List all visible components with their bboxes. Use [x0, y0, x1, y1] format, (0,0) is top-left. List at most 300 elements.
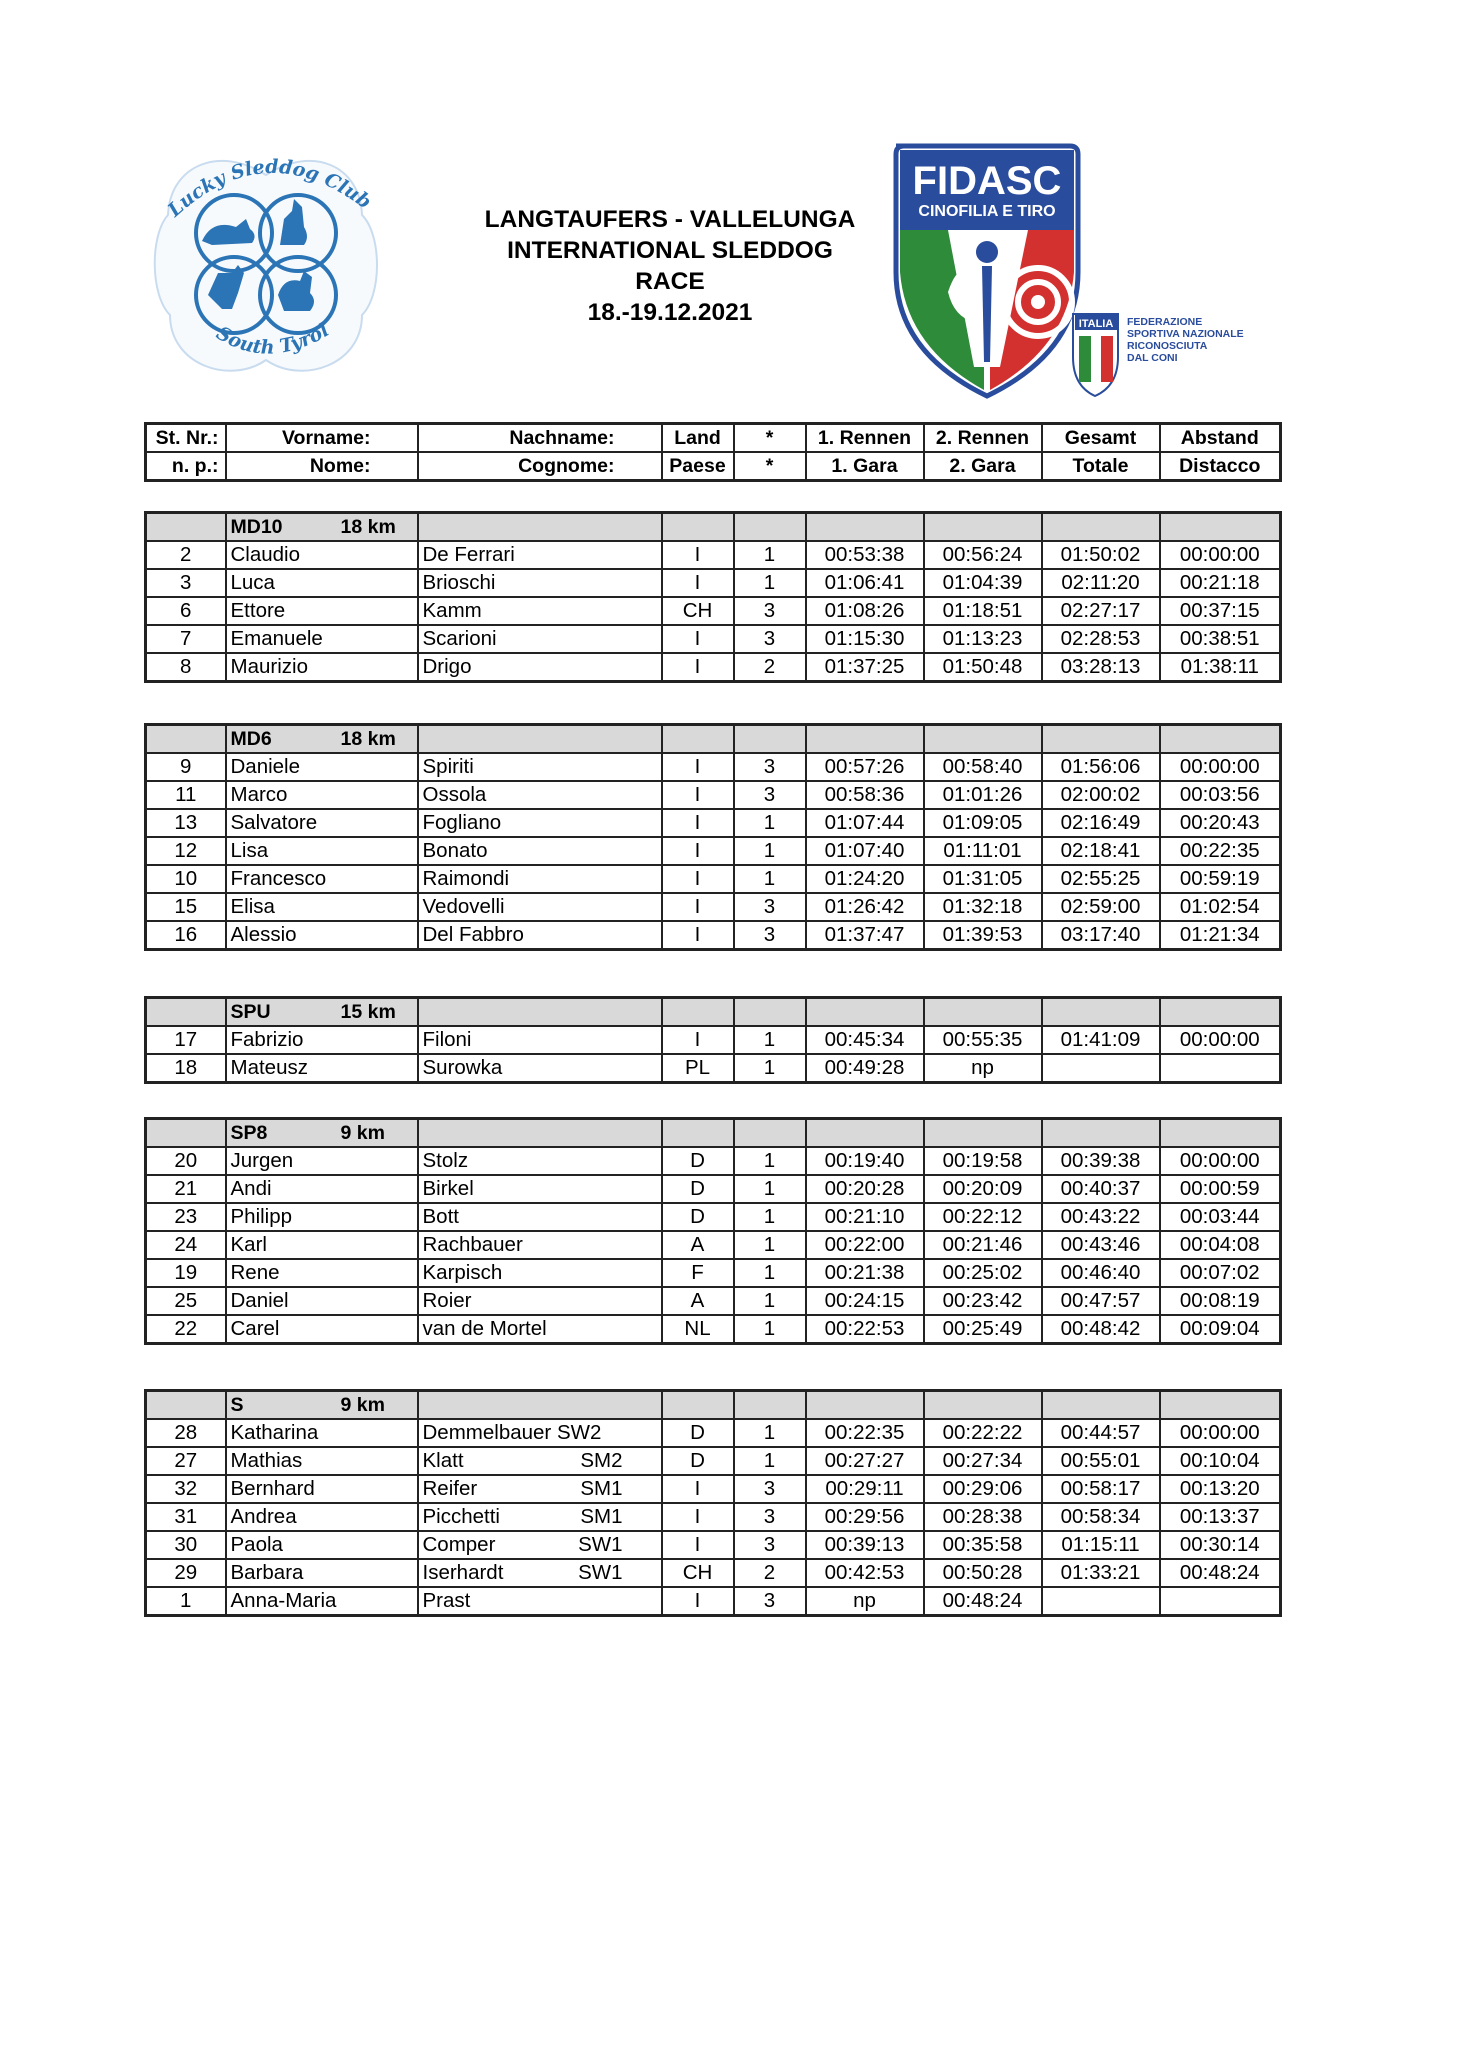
gap-time: 00:13:20	[1160, 1475, 1281, 1503]
last-name-text: Fogliano	[422, 811, 502, 834]
last-name-text: Stolz	[422, 1149, 469, 1172]
category-header-cell	[924, 513, 1042, 542]
gap-time: 00:30:14	[1160, 1531, 1281, 1559]
class: 1	[734, 541, 806, 569]
gap-time: 00:00:59	[1160, 1175, 1281, 1203]
race-2-time: 00:20:09	[924, 1175, 1042, 1203]
class: 1	[734, 1175, 806, 1203]
start-number: 21	[146, 1175, 226, 1203]
country: I	[662, 1503, 734, 1531]
total-time	[1042, 1054, 1160, 1083]
category-header-row	[146, 1119, 1281, 1148]
category-header-cell	[734, 513, 806, 542]
title-line-2: INTERNATIONAL SLEDDOG	[507, 237, 833, 264]
race-2-time: 01:50:48	[924, 653, 1042, 682]
gap-time: 00:00:00	[1160, 1419, 1281, 1447]
col-header-start-number: St. Nr.:	[146, 424, 226, 453]
start-number: 17	[146, 1026, 226, 1054]
country: A	[662, 1287, 734, 1315]
country: I	[662, 1026, 734, 1054]
result-row	[146, 865, 1281, 893]
class: 1	[734, 1147, 806, 1175]
total-time: 00:58:34	[1042, 1503, 1160, 1531]
category-distance: 15 km	[340, 1001, 396, 1023]
race-2-time: 00:27:34	[924, 1447, 1042, 1475]
last-name	[418, 597, 662, 625]
last-name-text: Rachbauer	[422, 1233, 523, 1256]
first-name: Andi	[226, 1175, 418, 1203]
first-name: Mathias	[226, 1447, 418, 1475]
lucky-sleddog-club-logo	[150, 145, 382, 385]
category-table-sp8	[144, 1117, 1282, 1345]
race-2-time: 01:31:05	[924, 865, 1042, 893]
category-distance: 9 km	[340, 1394, 385, 1416]
country: PL	[662, 1054, 734, 1083]
start-number: 27	[146, 1447, 226, 1475]
category-header-cell	[146, 1391, 226, 1420]
col-header-race-2: 2. Rennen	[924, 424, 1042, 453]
last-name	[418, 1203, 662, 1231]
first-name: Karl	[226, 1231, 418, 1259]
country: I	[662, 1531, 734, 1559]
class: 3	[734, 921, 806, 950]
category-header-row	[146, 1391, 1281, 1420]
race-2-time: 00:21:46	[924, 1231, 1042, 1259]
country: D	[662, 1419, 734, 1447]
race-2-time: np	[924, 1054, 1042, 1083]
country: I	[662, 541, 734, 569]
result-row	[146, 1503, 1281, 1531]
class: 1	[734, 1287, 806, 1315]
result-row	[146, 541, 1281, 569]
start-number: 8	[146, 653, 226, 682]
category-header-cell	[1160, 1119, 1281, 1148]
race-1-time: 00:24:15	[806, 1287, 924, 1315]
gap-time: 01:02:54	[1160, 893, 1281, 921]
total-time: 02:28:53	[1042, 625, 1160, 653]
class: 1	[734, 1419, 806, 1447]
last-name-text: De Ferrari	[422, 543, 515, 566]
last-name	[418, 1587, 662, 1616]
country: D	[662, 1447, 734, 1475]
total-time: 03:28:13	[1042, 653, 1160, 682]
total-time: 00:40:37	[1042, 1175, 1160, 1203]
country: I	[662, 753, 734, 781]
start-number: 25	[146, 1287, 226, 1315]
start-number: 9	[146, 753, 226, 781]
gap-time: 00:03:44	[1160, 1203, 1281, 1231]
total-time: 00:43:22	[1042, 1203, 1160, 1231]
col-header-last-name-it: Cognome:	[418, 452, 662, 481]
first-name: Lisa	[226, 837, 418, 865]
last-name-text: Klatt	[422, 1449, 464, 1472]
result-row	[146, 781, 1281, 809]
race-1-time: 00:58:36	[806, 781, 924, 809]
result-row	[146, 921, 1281, 950]
race-2-time: 01:11:01	[924, 837, 1042, 865]
start-number: 15	[146, 893, 226, 921]
total-time: 02:55:25	[1042, 865, 1160, 893]
gap-time: 00:00:00	[1160, 753, 1281, 781]
total-time: 00:43:46	[1042, 1231, 1160, 1259]
result-row	[146, 653, 1281, 682]
race-1-time: 00:53:38	[806, 541, 924, 569]
total-time: 01:50:02	[1042, 541, 1160, 569]
start-number: 16	[146, 921, 226, 950]
last-name	[418, 1147, 662, 1175]
category-table-spu	[144, 996, 1282, 1084]
last-name	[418, 1475, 662, 1503]
country: I	[662, 1587, 734, 1616]
result-row	[146, 1026, 1281, 1054]
category-header-cell	[734, 998, 806, 1027]
last-name-text: van de Mortel	[422, 1317, 547, 1340]
start-number: 6	[146, 597, 226, 625]
total-time: 02:00:02	[1042, 781, 1160, 809]
last-name	[418, 753, 662, 781]
category-header-cell	[806, 513, 924, 542]
category-distance: 18 km	[340, 516, 396, 538]
sub-class: SM1	[580, 1477, 623, 1500]
first-name: Fabrizio	[226, 1026, 418, 1054]
last-name	[418, 1026, 662, 1054]
first-name: Andrea	[226, 1503, 418, 1531]
race-1-time: 01:07:44	[806, 809, 924, 837]
col-header-country: Land	[662, 424, 734, 453]
gap-time: 00:22:35	[1160, 837, 1281, 865]
race-2-time: 00:29:06	[924, 1475, 1042, 1503]
category-header-cell	[146, 998, 226, 1027]
last-name-text: Drigo	[422, 655, 472, 678]
total-time: 00:58:17	[1042, 1475, 1160, 1503]
category-header-cell	[1160, 513, 1281, 542]
category-header-cell	[924, 1119, 1042, 1148]
country: CH	[662, 597, 734, 625]
total-time: 01:56:06	[1042, 753, 1160, 781]
category-header-cell	[806, 725, 924, 754]
result-row	[146, 569, 1281, 597]
class: 1	[734, 569, 806, 597]
category-header-cell	[1160, 998, 1281, 1027]
class: 2	[734, 653, 806, 682]
sub-class: SM2	[580, 1449, 623, 1472]
start-number: 11	[146, 781, 226, 809]
result-row	[146, 625, 1281, 653]
first-name: Emanuele	[226, 625, 418, 653]
category-header-cell	[924, 998, 1042, 1027]
last-name	[418, 1447, 662, 1475]
country: I	[662, 781, 734, 809]
title-line-1: LANGTAUFERS - VALLELUNGA	[484, 206, 856, 233]
result-row	[146, 1203, 1281, 1231]
category-header-cell	[924, 725, 1042, 754]
total-time: 00:39:38	[1042, 1147, 1160, 1175]
result-row	[146, 1587, 1281, 1616]
gap-time	[1160, 1054, 1281, 1083]
category-header-cell	[806, 1391, 924, 1420]
country: I	[662, 865, 734, 893]
country: D	[662, 1203, 734, 1231]
category-header-row	[146, 725, 1281, 754]
category-header-row	[146, 513, 1281, 542]
gap-time: 00:10:04	[1160, 1447, 1281, 1475]
last-name	[418, 1259, 662, 1287]
first-name: Alessio	[226, 921, 418, 950]
race-1-time: 00:22:00	[806, 1231, 924, 1259]
race-1-time: 00:21:38	[806, 1259, 924, 1287]
race-1-time: 00:29:56	[806, 1503, 924, 1531]
start-number: 2	[146, 541, 226, 569]
race-2-time: 01:13:23	[924, 625, 1042, 653]
club-region-text: South Tyrol	[212, 319, 333, 359]
coni-line-4: DAL CONI	[1127, 352, 1178, 364]
result-row	[146, 1147, 1281, 1175]
result-row	[146, 1175, 1281, 1203]
start-number: 24	[146, 1231, 226, 1259]
first-name: Maurizio	[226, 653, 418, 682]
class: 1	[734, 1259, 806, 1287]
total-time: 02:18:41	[1042, 837, 1160, 865]
class: 1	[734, 865, 806, 893]
class: 3	[734, 625, 806, 653]
last-name	[418, 865, 662, 893]
last-name-text: Birkel	[422, 1177, 474, 1200]
race-2-time: 01:09:05	[924, 809, 1042, 837]
result-row	[146, 809, 1281, 837]
gap-time: 00:03:56	[1160, 781, 1281, 809]
race-1-time: 00:49:28	[806, 1054, 924, 1083]
club-name-text: Lucky Sleddog Club	[163, 155, 376, 222]
event-date: 18.-19.12.2021	[587, 299, 753, 326]
coni-line-1: FEDERAZIONE	[1127, 316, 1203, 328]
last-name	[418, 893, 662, 921]
col-header-first-name-it: Nome:	[226, 452, 418, 481]
last-name-text: Iserhardt	[422, 1561, 504, 1584]
race-2-time: 00:25:49	[924, 1315, 1042, 1344]
start-number: 18	[146, 1054, 226, 1083]
last-name-text: Roier	[422, 1289, 472, 1312]
start-number: 30	[146, 1531, 226, 1559]
col-header-last-name: Nachname:	[418, 424, 662, 453]
sub-class: SW1	[578, 1533, 623, 1556]
race-2-time: 00:35:58	[924, 1531, 1042, 1559]
start-number: 28	[146, 1419, 226, 1447]
race-1-time: 00:22:35	[806, 1419, 924, 1447]
race-1-time: 00:27:27	[806, 1447, 924, 1475]
sub-class: SW1	[578, 1561, 623, 1584]
category-header-cell	[418, 1119, 662, 1148]
class: 2	[734, 1559, 806, 1587]
last-name-text: Ossola	[422, 783, 487, 806]
first-name: Ettore	[226, 597, 418, 625]
last-name	[418, 653, 662, 682]
last-name	[418, 1315, 662, 1344]
gap-time	[1160, 1587, 1281, 1616]
first-name: Jurgen	[226, 1147, 418, 1175]
country: F	[662, 1259, 734, 1287]
result-row	[146, 1259, 1281, 1287]
total-time: 00:48:42	[1042, 1315, 1160, 1344]
total-time: 03:17:40	[1042, 921, 1160, 950]
col-header-total: Gesamt	[1042, 424, 1160, 453]
column-header-table	[144, 422, 1282, 482]
col-header-race-2-it: 2. Gara	[924, 452, 1042, 481]
start-number: 23	[146, 1203, 226, 1231]
col-header-gap: Abstand	[1160, 424, 1281, 453]
race-2-time: 00:19:58	[924, 1147, 1042, 1175]
category-header-cell	[1160, 1391, 1281, 1420]
race-1-time: 00:19:40	[806, 1147, 924, 1175]
col-header-start-number-it: n. p.:	[146, 452, 226, 481]
category-label	[226, 513, 418, 542]
category-header-cell	[662, 1391, 734, 1420]
category-header-cell	[662, 998, 734, 1027]
total-time: 00:46:40	[1042, 1259, 1160, 1287]
target-icon	[1031, 295, 1045, 309]
title-line-3: RACE	[635, 268, 705, 295]
category-header-cell	[418, 998, 662, 1027]
class: 3	[734, 597, 806, 625]
coni-line-3: RICONOSCIUTA	[1127, 340, 1208, 352]
category-label	[226, 998, 418, 1027]
race-1-time: 01:26:42	[806, 893, 924, 921]
event-title	[420, 204, 920, 328]
first-name: Francesco	[226, 865, 418, 893]
gap-time: 00:08:19	[1160, 1287, 1281, 1315]
category-header-cell	[806, 1119, 924, 1148]
last-name	[418, 1054, 662, 1083]
gap-time: 00:00:00	[1160, 1026, 1281, 1054]
first-name: Anna-Maria	[226, 1587, 418, 1616]
race-1-time: 00:42:53	[806, 1559, 924, 1587]
class: 1	[734, 837, 806, 865]
country: I	[662, 625, 734, 653]
col-header-class: *	[734, 424, 806, 453]
last-name-text: Raimondi	[422, 867, 510, 890]
start-number: 31	[146, 1503, 226, 1531]
result-row	[146, 1531, 1281, 1559]
coni-line-2: SPORTIVA NAZIONALE	[1127, 328, 1244, 340]
race-2-time: 00:25:02	[924, 1259, 1042, 1287]
race-1-time: 01:06:41	[806, 569, 924, 597]
fidasc-logo	[888, 142, 1283, 400]
first-name: Marco	[226, 781, 418, 809]
start-number: 20	[146, 1147, 226, 1175]
last-name	[418, 837, 662, 865]
last-name-text: Karpisch	[422, 1261, 503, 1284]
country: I	[662, 569, 734, 597]
sub-class: SM1	[580, 1505, 623, 1528]
result-row	[146, 837, 1281, 865]
country: I	[662, 893, 734, 921]
gap-time: 00:04:08	[1160, 1231, 1281, 1259]
country: CH	[662, 1559, 734, 1587]
class: 1	[734, 1026, 806, 1054]
last-name	[418, 1503, 662, 1531]
first-name: Rene	[226, 1259, 418, 1287]
last-name-text: Spiriti	[422, 755, 474, 778]
category-header-cell	[418, 725, 662, 754]
last-name-text: Reifer	[422, 1477, 478, 1500]
total-time: 01:41:09	[1042, 1026, 1160, 1054]
first-name: Daniel	[226, 1287, 418, 1315]
category-code: SP8	[230, 1122, 268, 1144]
category-header-cell	[1042, 725, 1160, 754]
category-distance: 9 km	[340, 1122, 385, 1144]
last-name	[418, 921, 662, 950]
gap-time: 00:09:04	[1160, 1315, 1281, 1344]
race-1-time: 00:29:11	[806, 1475, 924, 1503]
first-name: Daniele	[226, 753, 418, 781]
last-name-text: Picchetti	[422, 1505, 500, 1528]
last-name	[418, 1231, 662, 1259]
last-name-text: Demmelbauer SW2	[422, 1421, 602, 1444]
last-name	[418, 625, 662, 653]
col-header-total-it: Totale	[1042, 452, 1160, 481]
total-time: 01:33:21	[1042, 1559, 1160, 1587]
category-header-cell	[418, 513, 662, 542]
race-1-time: 00:57:26	[806, 753, 924, 781]
result-row	[146, 1231, 1281, 1259]
total-time: 02:27:17	[1042, 597, 1160, 625]
last-name-text: Filoni	[422, 1028, 472, 1051]
first-name: Elisa	[226, 893, 418, 921]
class: 3	[734, 1587, 806, 1616]
race-2-time: 01:01:26	[924, 781, 1042, 809]
class: 3	[734, 893, 806, 921]
category-header-cell	[662, 1119, 734, 1148]
category-code: MD10	[230, 516, 283, 538]
category-header-cell	[662, 513, 734, 542]
race-2-time: 00:48:24	[924, 1587, 1042, 1616]
class: 3	[734, 1503, 806, 1531]
result-row	[146, 1559, 1281, 1587]
gap-time: 01:21:34	[1160, 921, 1281, 950]
race-1-time: np	[806, 1587, 924, 1616]
total-time: 00:44:57	[1042, 1419, 1160, 1447]
col-header-race-1-it: 1. Gara	[806, 452, 924, 481]
total-time: 00:47:57	[1042, 1287, 1160, 1315]
gap-time: 00:13:37	[1160, 1503, 1281, 1531]
race-2-time: 00:22:12	[924, 1203, 1042, 1231]
category-header-cell	[806, 998, 924, 1027]
class: 1	[734, 1447, 806, 1475]
category-header-cell	[734, 1391, 806, 1420]
category-header-cell	[662, 725, 734, 754]
first-name: Luca	[226, 569, 418, 597]
first-name: Mateusz	[226, 1054, 418, 1083]
race-1-time: 00:39:13	[806, 1531, 924, 1559]
col-header-class-it: *	[734, 452, 806, 481]
category-code: SPU	[230, 1001, 271, 1023]
category-header-cell	[146, 1119, 226, 1148]
class: 3	[734, 781, 806, 809]
first-name: Claudio	[226, 541, 418, 569]
first-name: Salvatore	[226, 809, 418, 837]
col-header-country-it: Paese	[662, 452, 734, 481]
gap-time: 00:59:19	[1160, 865, 1281, 893]
class: 1	[734, 1315, 806, 1344]
race-1-time: 00:45:34	[806, 1026, 924, 1054]
category-table-md10	[144, 511, 1282, 683]
race-1-time: 01:08:26	[806, 597, 924, 625]
column-header-row-it	[146, 452, 1281, 481]
result-row	[146, 597, 1281, 625]
country: D	[662, 1147, 734, 1175]
gap-time: 00:07:02	[1160, 1259, 1281, 1287]
first-name: Paola	[226, 1531, 418, 1559]
col-header-race-1: 1. Rennen	[806, 424, 924, 453]
